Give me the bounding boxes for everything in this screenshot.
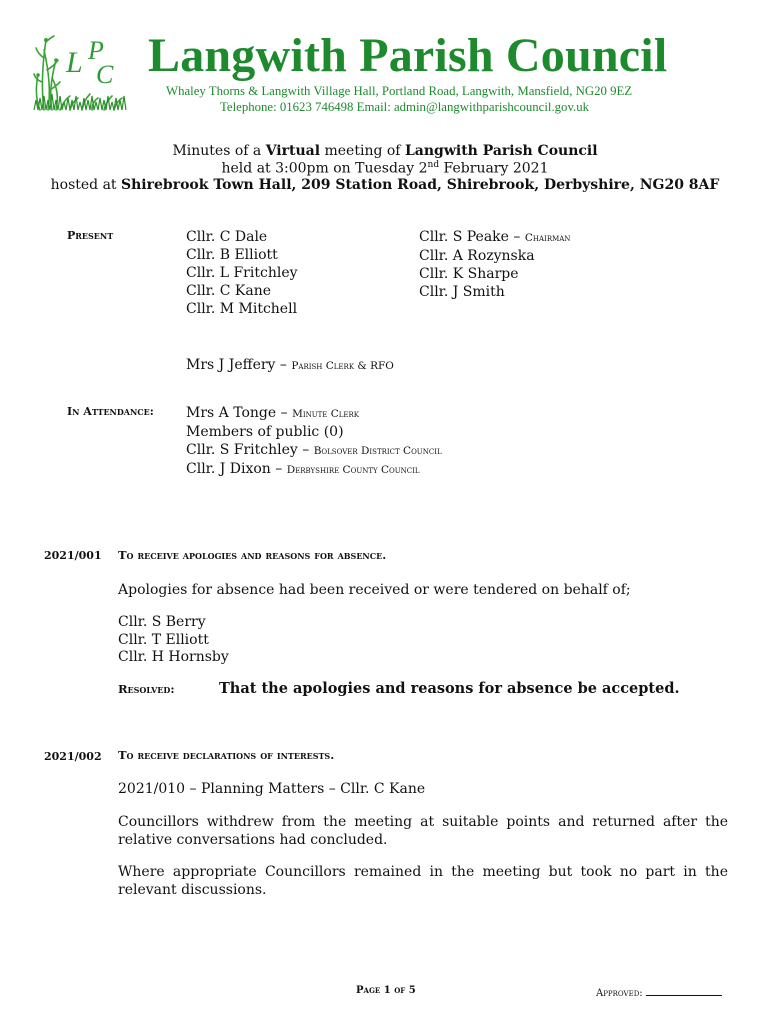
minute-number: 2021/002	[44, 750, 102, 763]
resolved-label: Resolved:	[118, 682, 175, 696]
resolution-text: That the apologies and reasons for absence be accepted.	[219, 680, 680, 697]
approved-field	[596, 985, 722, 999]
present-member	[419, 228, 570, 247]
page-total: 5	[408, 985, 416, 996]
apology-name: Cllr. H Hornsby	[118, 649, 229, 665]
present-list-left	[186, 228, 298, 318]
intro-date-text: February 2021	[439, 160, 549, 177]
member-name: Cllr. S Peake –	[419, 229, 525, 245]
page-prefix: Page	[356, 985, 384, 996]
council-contact: Telephone: 01623 746498 Email: admin@langwithparishcouncil.gov.uk	[220, 100, 590, 114]
clerk-line	[186, 356, 394, 375]
intro-text: hosted at	[50, 177, 122, 193]
council-logo	[30, 30, 130, 112]
attendee	[186, 460, 442, 479]
logo-letter-p: P	[88, 36, 104, 65]
attendee-role: Derbyshire County Council	[286, 464, 420, 476]
clerk-role: Parish Clerk & RFO	[291, 360, 394, 372]
present-member: Cllr. J Smith	[419, 284, 505, 300]
declaration-line: 2021/010 – Planning Matters – Cllr. C Kane	[118, 781, 426, 797]
meeting-intro-line-3	[0, 177, 770, 193]
attendee-name: Members of public (0)	[186, 424, 344, 440]
present-list-right	[419, 228, 570, 301]
apology-name: Cllr. T Elliott	[118, 631, 209, 648]
meeting-intro-line-2	[0, 160, 770, 177]
minute-paragraph: Where appropriate Councillors remained in the meeting but took no part in the relevant discussions.	[118, 864, 728, 898]
minute-heading: To receive apologies and reasons for absence.	[118, 548, 387, 562]
present-member: Cllr. M Mitchell	[186, 301, 298, 317]
page-current: 1	[383, 985, 391, 996]
intro-date-suffix: nd	[427, 160, 440, 170]
attendance-label: In Attendance:	[67, 405, 154, 418]
attendance-list	[186, 404, 442, 479]
logo-letter-l: L	[66, 46, 83, 79]
apology-name: Cllr. S Berry	[118, 614, 206, 630]
attendee-name: Cllr. S Fritchley –	[186, 442, 314, 458]
member-role: Chairman	[524, 232, 571, 244]
present-member: Cllr. L Fritchley	[186, 265, 298, 281]
attendee	[186, 404, 442, 423]
minute-number: 2021/001	[44, 549, 102, 562]
page-of: of	[390, 985, 409, 996]
present-member: Cllr. A Rozynska	[419, 248, 535, 264]
intro-text: Minutes of a	[172, 143, 266, 159]
council-address: Whaley Thorns & Langwith Village Hall, Portland Road, Langwith, Mansfield, NG20 9EZ	[166, 84, 633, 98]
minute-heading: To receive declarations of interests.	[118, 748, 335, 762]
present-member: Cllr. C Kane	[186, 283, 271, 299]
page-number	[356, 985, 416, 996]
attendee	[186, 423, 442, 441]
meeting-intro-line-1	[0, 143, 770, 159]
apologies-list	[118, 614, 229, 667]
intro-venue: Shirebrook Town Hall, 209 Station Road, Shirebrook, Derbyshire, NG20 8AF	[121, 177, 720, 193]
present-member: Cllr. C Dale	[186, 229, 268, 245]
clerk-name: Mrs J Jeffery –	[186, 357, 292, 373]
logo-letter-c: C	[96, 60, 114, 89]
present-label: Present	[67, 229, 114, 242]
approved-signature-line	[646, 985, 722, 996]
approved-label: Approved:	[596, 988, 646, 999]
attendee	[186, 441, 442, 460]
minute-paragraph: Councillors withdrew from the meeting at suitable points and returned after the relative conversations had concluded.	[118, 814, 728, 848]
council-title: Langwith Parish Council	[148, 29, 668, 82]
present-member: Cllr. B Elliott	[186, 247, 278, 263]
intro-virtual: Virtual	[265, 143, 321, 159]
attendee-role: Bolsover District Council	[313, 445, 442, 457]
present-member: Cllr. K Sharpe	[419, 266, 519, 282]
attendee-name: Cllr. J Dixon –	[186, 461, 287, 477]
intro-date-text: held at 3:00pm on Tuesday 2	[221, 160, 428, 177]
intro-council-name: Langwith Parish Council	[404, 143, 598, 159]
attendee-name: Mrs A Tonge –	[186, 405, 293, 421]
attendee-role: Minute Clerk	[292, 408, 360, 420]
intro-text: meeting of	[320, 143, 405, 159]
minute-text: Apologies for absence had been received or were tendered on behalf of;	[118, 582, 631, 598]
